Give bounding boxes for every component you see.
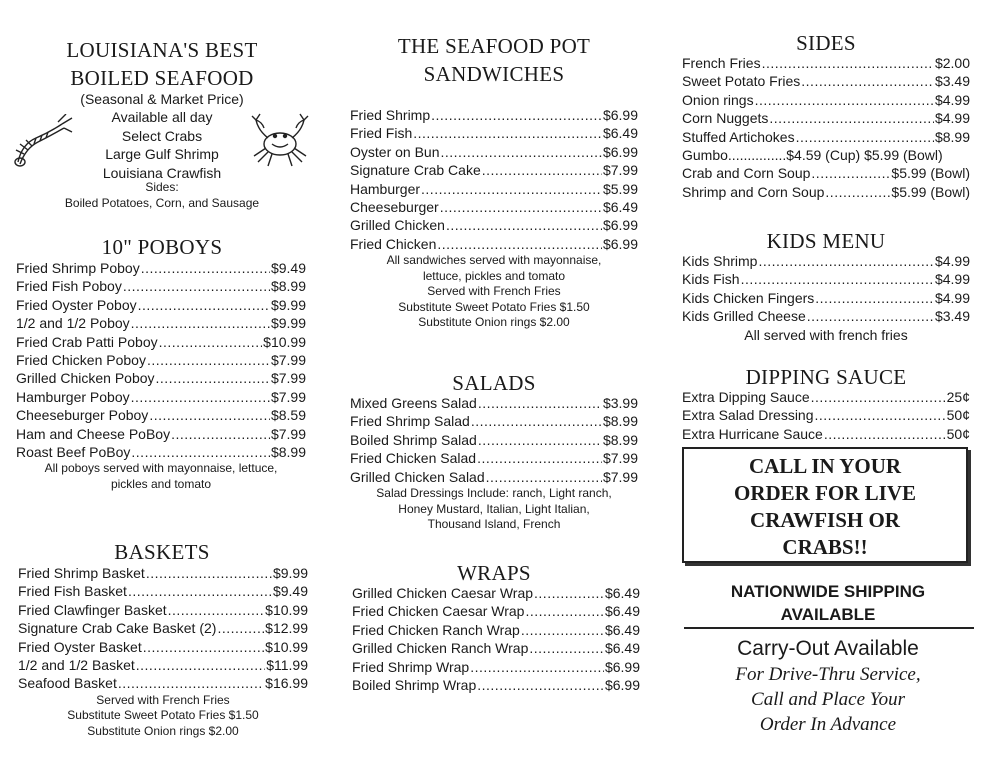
item-price: $6.49 [602, 199, 638, 216]
note-line: Served with French Fries [427, 284, 561, 299]
item-price: $6.99 [604, 677, 640, 694]
item-price: $6.99 [602, 235, 638, 252]
item-price: $2.00 [934, 55, 970, 71]
item-price: $7.99 [602, 162, 638, 179]
item-price: $6.99 [602, 107, 638, 123]
info-line: Select Crabs [121, 127, 203, 144]
menu-item [682, 183, 970, 201]
wraps-title: WRAPS [457, 561, 531, 585]
info-line: Large Gulf Shrimp [105, 146, 219, 163]
item-name: Onion rings [682, 91, 754, 108]
note-line: All sandwiches served with mayonnaise, [386, 253, 602, 268]
item-name: Grilled Chicken [350, 217, 445, 234]
market-price-note: (Seasonal & Market Price) [80, 91, 244, 107]
note-line: Substitute Sweet Potato Fries $1.50 [67, 708, 259, 723]
menu-item [16, 259, 306, 277]
item-name: Fried Fish [350, 125, 413, 142]
sandwiches-list [350, 106, 638, 331]
item-price: $9.49 [272, 583, 308, 600]
item-name: Fried Fish Poboy [16, 278, 122, 295]
item-name: Cheeseburger [350, 199, 439, 216]
carry-out-section [680, 636, 976, 737]
menu-item [18, 656, 308, 674]
item-price: 50¢ [946, 407, 970, 424]
item-name: Fried Chicken Caesar Wrap [352, 603, 525, 620]
item-price: $7.99 [270, 388, 306, 405]
item-price: $8.99 [270, 444, 306, 461]
menu-item [352, 676, 640, 694]
shipping-line: NATIONWIDE SHIPPING [730, 582, 926, 601]
divider-line [684, 627, 974, 629]
item-name: Stuffed Artichokes [682, 128, 795, 145]
baskets-title: BASKETS [114, 540, 210, 564]
item-price: $4.99 [934, 289, 970, 306]
item-name: Signature Crab Cake [350, 162, 481, 179]
menu-item [350, 394, 638, 412]
callin-line: CRAWFISH OR [750, 508, 900, 532]
item-price: $7.99 [270, 425, 306, 442]
menu-item [682, 388, 970, 406]
item-name: Ham and Cheese PoBoy [16, 425, 171, 442]
item-name: 1/2 and 1/2 Basket [18, 657, 135, 674]
item-name: Fried Chicken [350, 235, 437, 252]
menu-item [682, 91, 970, 109]
menu-item [350, 235, 638, 253]
item-name: Fried Oyster Poboy [16, 296, 137, 313]
callin-line: CALL IN YOUR [748, 454, 902, 478]
item-name: Grilled Chicken Poboy [16, 370, 155, 387]
item-name: Kids Chicken Fingers [682, 289, 815, 306]
menu-item [352, 602, 640, 620]
menu-item [16, 369, 306, 387]
item-name: Fried Shrimp Wrap [352, 658, 470, 675]
item-name: Boiled Shrimp Salad [350, 431, 477, 448]
sandwiches-note [350, 253, 638, 331]
item-name: Fried Crab Patti Poboy [16, 333, 158, 350]
poboys-list [16, 259, 306, 492]
item-name: Kids Shrimp [682, 253, 758, 269]
menu-item [682, 164, 970, 182]
item-name: Fried Shrimp [350, 107, 431, 123]
item-price: $8.99 [602, 431, 638, 448]
menu-item [16, 425, 306, 443]
menu-item [16, 314, 306, 332]
menu-item [16, 406, 306, 424]
menu-item [350, 449, 638, 467]
gumbo-item [682, 146, 970, 164]
title-line-2: BOILED SEAFOOD [70, 66, 254, 90]
note-line: Salad Dressings Include: ranch, Light ranch, [376, 486, 612, 501]
menu-item [18, 582, 308, 600]
item-name: Fried Chicken Poboy [16, 352, 146, 369]
item-name: Kids Fish [682, 271, 740, 288]
item-price: $4.99 [934, 253, 970, 269]
item-price: 25¢ [946, 389, 970, 405]
item-name: Hamburger [350, 180, 421, 197]
carry-out-line: For Drive-Thru Service, [735, 664, 921, 685]
menu-item [682, 406, 970, 424]
item-name: Extra Salad Dressing [682, 407, 814, 424]
menu-item [682, 307, 970, 325]
baskets-note [18, 693, 308, 740]
menu-item [682, 289, 970, 307]
menu-item [682, 425, 970, 443]
carry-out-line: Order In Advance [759, 714, 897, 735]
item-name: Fried Chicken Ranch Wrap [352, 621, 520, 638]
title-line-1: LOUISIANA'S BEST [66, 38, 258, 62]
menu-item [682, 270, 970, 288]
item-name: Crab and Corn Soup [682, 165, 811, 182]
item-name: Shrimp and Corn Soup [682, 183, 825, 200]
item-price: $8.99 [934, 128, 970, 145]
item-price: $3.49 [934, 73, 970, 90]
menu-item [16, 388, 306, 406]
item-name: Boiled Shrimp Wrap [352, 677, 477, 694]
item-price: $5.99 (Bowl) [891, 183, 970, 200]
item-price: $8.99 [602, 413, 638, 430]
item-name: Fried Shrimp Salad [350, 413, 470, 430]
menu-item [352, 621, 640, 639]
item-price: $8.59 [270, 407, 306, 424]
item-price: $7.99 [602, 450, 638, 467]
poboys-title: 10" POBOYS [101, 235, 223, 259]
item-price: $10.99 [265, 638, 308, 655]
item-price: $9.49 [270, 260, 306, 276]
item-price: $6.49 [604, 640, 640, 657]
item-name: Oyster on Bun [350, 143, 440, 160]
item-price: $6.49 [604, 585, 640, 601]
kids-menu-title: KIDS MENU [766, 229, 886, 253]
menu-item [350, 468, 638, 486]
item-name: Fried Clawfinger Basket [18, 601, 167, 618]
shipping-line: AVAILABLE [780, 605, 876, 624]
item-name: Sweet Potato Fries [682, 73, 801, 90]
item-price: $16.99 [265, 675, 308, 692]
info-line: Louisiana Crawfish [102, 164, 222, 181]
note-line: Honey Mustard, Italian, Light Italian, [398, 501, 590, 516]
carry-out-title: Carry-Out Available [737, 637, 919, 660]
boiled-sides [12, 180, 312, 211]
item-price: $6.49 [604, 603, 640, 620]
menu-item [18, 674, 308, 692]
sides-text: Boiled Potatoes, Corn, and Sausage [64, 195, 260, 210]
menu-item [16, 277, 306, 295]
menu-item [18, 638, 308, 656]
menu-item [352, 658, 640, 676]
sandwiches-title [344, 32, 644, 88]
menu-item [350, 216, 638, 234]
item-name: Mixed Greens Salad [350, 395, 477, 411]
item-name: Grilled Chicken Salad [350, 468, 485, 485]
item-name: Roast Beef PoBoy [16, 444, 131, 461]
item-price: $12.99 [265, 620, 308, 637]
menu-item [352, 584, 640, 602]
item-name: Signature Crab Cake Basket (2) [18, 620, 217, 637]
menu-item [350, 431, 638, 449]
item-price: $9.99 [270, 315, 306, 332]
menu-item [16, 296, 306, 314]
item-name: Extra Hurricane Sauce [682, 425, 823, 442]
note-line: Substitute Sweet Potato Fries $1.50 [398, 299, 590, 314]
boiled-seafood-info [62, 90, 262, 182]
item-price: $6.99 [604, 658, 640, 675]
salads-title: SALADS [452, 371, 536, 395]
menu-item [682, 54, 970, 72]
item-name: Hamburger Poboy [16, 388, 130, 405]
callin-line: ORDER FOR LIVE [733, 481, 917, 505]
salads-note [350, 486, 638, 533]
item-price: $4.99 [934, 110, 970, 127]
menu-item [350, 198, 638, 216]
salads-list [350, 394, 638, 533]
sides-label: Sides: [145, 180, 179, 194]
poboys-note [16, 461, 306, 492]
item-name: Seafood Basket [18, 675, 117, 692]
title-line-2: SANDWICHES [423, 62, 565, 86]
menu-item [350, 124, 638, 142]
note-line: All poboys served with mayonnaise, lettuce, [44, 461, 278, 476]
menu-item [350, 106, 638, 124]
menu-item [16, 333, 306, 351]
call-in-box [682, 447, 968, 563]
menu-item [18, 564, 308, 582]
sides-list [682, 54, 970, 201]
item-price: $6.99 [602, 217, 638, 234]
item-price: $4.99 [934, 91, 970, 108]
item-price: $8.99 [270, 278, 306, 295]
item-name: French Fries [682, 55, 761, 71]
item-price: $3.49 [934, 308, 970, 325]
item-name: Fried Shrimp Basket [18, 565, 145, 581]
dipping-sauce-title: DIPPING SAUCE [745, 365, 907, 389]
item-name: Cheeseburger Poboy [16, 407, 149, 424]
note-line: pickles and tomato [110, 476, 212, 491]
item-price: $7.99 [270, 370, 306, 387]
item-name: Fried Fish Basket [18, 583, 127, 600]
boiled-seafood-title [12, 36, 312, 92]
kids-note: All served with french fries [744, 326, 908, 343]
item-name: Fried Oyster Basket [18, 638, 142, 655]
note-line: Thousand Island, French [427, 517, 561, 532]
note-line: lettuce, pickles and tomato [422, 268, 566, 283]
item-name: Corn Nuggets [682, 110, 769, 127]
item-price: $6.49 [604, 621, 640, 638]
item-price: $3.99 [602, 395, 638, 411]
title-line-1: THE SEAFOOD POT [397, 34, 591, 58]
item-price: $10.99 [263, 333, 306, 350]
note-line: Served with French Fries [96, 692, 230, 707]
item-price: $11.99 [266, 657, 308, 674]
item-name: Fried Chicken Salad [350, 450, 477, 467]
shipping-notice [680, 580, 976, 626]
menu-item [350, 180, 638, 198]
kids-list [682, 252, 970, 344]
item-price: $6.99 [602, 143, 638, 160]
item-name: 1/2 and 1/2 Poboy [16, 315, 130, 332]
menu-item [682, 72, 970, 90]
menu-item [18, 619, 308, 637]
item-name: Kids Grilled Cheese [682, 308, 806, 325]
item-price: 50¢ [946, 425, 970, 442]
item-name: Extra Dipping Sauce [682, 389, 810, 405]
sides-title: SIDES [796, 31, 856, 55]
menu-item [18, 601, 308, 619]
menu-item [352, 639, 640, 657]
callin-line: CRABS!! [782, 535, 868, 559]
item-name: Fried Shrimp Poboy [16, 260, 140, 276]
item-name: Grilled Chicken Ranch Wrap [352, 640, 529, 657]
item-price: $5.99 [602, 180, 638, 197]
item-price: $7.99 [602, 468, 638, 485]
carry-out-line: Call and Place Your [751, 689, 905, 710]
menu-item [16, 443, 306, 461]
item-price: $6.49 [602, 125, 638, 142]
info-line: Available all day [111, 109, 213, 126]
item-price: $10.99 [265, 601, 308, 618]
item-price: $5.99 (Bowl) [891, 165, 970, 182]
item-name: Grilled Chicken Caesar Wrap [352, 585, 534, 601]
baskets-list [18, 564, 308, 739]
menu-item [16, 351, 306, 369]
item-name: Gumbo...............$4.59 (Cup) $5.99 (Bowl) [682, 147, 943, 164]
menu-item [350, 143, 638, 161]
item-price: $9.99 [272, 565, 308, 581]
menu-item [350, 412, 638, 430]
dipping-list [682, 388, 970, 443]
note-line: Substitute Onion rings $2.00 [87, 723, 239, 738]
item-price: $4.99 [934, 271, 970, 288]
menu-item [682, 252, 970, 270]
item-price: $7.99 [270, 352, 306, 369]
menu-item [682, 109, 970, 127]
note-line: Substitute Onion rings $2.00 [418, 315, 570, 330]
menu-item [350, 161, 638, 179]
wraps-list [352, 584, 640, 694]
menu-item [682, 128, 970, 146]
item-price: $9.99 [270, 296, 306, 313]
